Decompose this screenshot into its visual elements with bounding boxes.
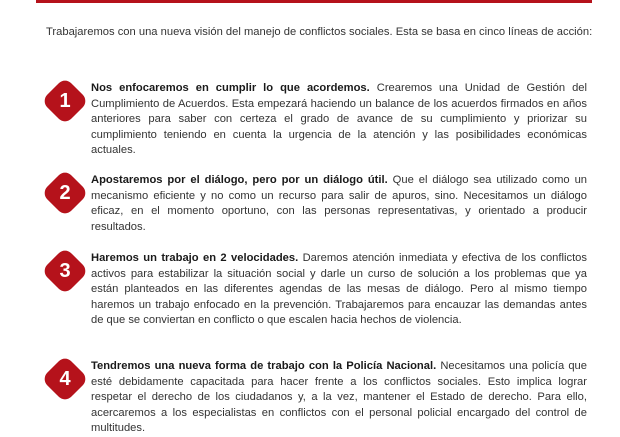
action-item-heading: Haremos un trabajo en 2 velocidades. bbox=[91, 252, 299, 264]
action-item-text bbox=[91, 173, 587, 235]
action-item-body: Crearemos una Unidad de Gestión del Cumplimiento de Acuerdos. Esta empezará haciendo un balance de los acuerdos firmados en años anteriores para saber con certeza el grado de avance de su cumplimiento y priorizar su cumplimiento teniendo en cuenta la urgencia de la atención y las posibilidades económicas actuales. bbox=[91, 82, 588, 157]
action-item-body: Daremos atención inmediata y efectiva de los conflictos activos para estabilizar la situación social y darle un curso de solución a los problemas que ya están planteados en las diferentes agendas de las mesas de diálogo. Pero al mismo tiempo haremos un trabajo enfocado en la prevención. Trabajaremos para encauzar las demandas antes de que se conviertan en conflicto o que escalen hacia hechos de violencia. bbox=[91, 252, 587, 327]
badge-number: 4 bbox=[59, 367, 71, 390]
action-item-heading: Tendremos una nueva forma de trabajo con la Policía Nacional. bbox=[91, 360, 437, 372]
action-item-heading: Apostaremos por el diálogo, pero por un diálogo útil. bbox=[91, 174, 388, 186]
badge-number: 1 bbox=[59, 89, 71, 112]
top-accent-bar bbox=[36, 0, 592, 3]
action-item-body: Que el diálogo sea utilizado como un mecanismo eficiente y no como un recurso para salir de apuros, sino. Necesitamos un diálogo eficaz, en el momento oportuno, con las personas representativas, y orientado a producir resultados. bbox=[91, 174, 588, 233]
action-item-text bbox=[91, 81, 587, 159]
action-item-text bbox=[91, 251, 587, 329]
badge-number: 3 bbox=[59, 259, 71, 282]
badge-number: 2 bbox=[59, 181, 71, 204]
action-item-body: Necesitamos una policía que esté debidamente capacitada para hacer frente a los conflictos sociales. Esto implica lograr respetar el derecho de los ciudadanos y, a la vez, mantener el Estado de derecho. Para ello, acercaremos a los especialistas en conflictos con el personal policial encargado del control de multitudes. bbox=[91, 360, 587, 435]
intro-paragraph: Trabajaremos con una nueva visión del manejo de conflictos sociales. Esta se basa en cinco líneas de acción: bbox=[46, 26, 593, 38]
action-item-text bbox=[91, 359, 587, 437]
action-item-heading: Nos enfocaremos en cumplir lo que acordemos. bbox=[91, 82, 370, 94]
